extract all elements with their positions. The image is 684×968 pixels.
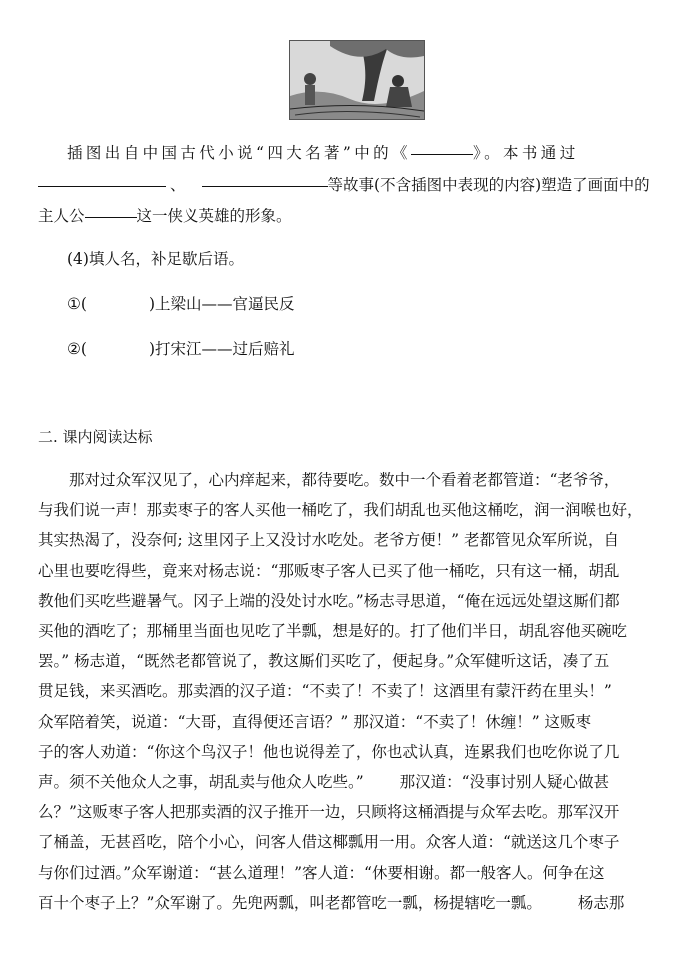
q4-prompt: (4)填人名，补足歇后语。	[67, 250, 244, 268]
reading-passage	[38, 465, 650, 918]
q4-item-1-open: ①(	[67, 295, 87, 313]
story-blank-2	[202, 185, 328, 187]
section-heading: 二. 课内阅读达标	[38, 428, 153, 446]
intro-text-b: 》。本书通过	[472, 144, 579, 162]
passage-line: 子的客人劝道：“你这个鸟汉子！他也说得差了，你也忒认真，连累我们也吃你说了几	[38, 742, 620, 761]
q4-item-2-rest: )打宋江——过后赔礼	[148, 340, 295, 358]
passage-line: 百十个枣子上？”众军谢了。先兜两瓢，叫老都管吃一瓢，杨提辖吃一瓢。 杨志那	[38, 893, 625, 912]
intro-separator: 、	[170, 176, 186, 194]
hero-name-blank	[85, 216, 137, 218]
passage-line: 其实热渴了，没奈何; 这里冈子上又没讨水吃处。老爷方便！” 老都管见众军所说，自	[38, 531, 620, 550]
passage-line: 么？”这贩枣子客人把那卖酒的汉子推开一边，只顾将这桶酒提与众军去吃。那军汉开	[38, 803, 620, 822]
illustration-drawing	[290, 41, 424, 119]
passage-line: 罢。” 杨志道，“既然老都管说了，教这厮们买吃了，便起身。”众军健听这话，凑了五	[38, 652, 610, 671]
story-blank-1	[38, 185, 166, 187]
q4-item-1-rest: )上梁山——官逼民反	[148, 295, 295, 313]
passage-line: 与你们过酒。”众军谢道：“甚么道理！”客人道：“休要相谢。都一般客人。何争在这	[38, 863, 605, 882]
passage-line: 心里也要吃得些，竟来对杨志说：“那贩枣子客人已买了他一桶吃，只有这一桶，胡乱	[38, 561, 620, 580]
book-title-blank	[411, 153, 473, 155]
q4-item-2	[67, 337, 295, 359]
intro-text-e: 这一侠义英雄的形象。	[136, 207, 292, 225]
illustration-image	[289, 40, 425, 120]
passage-line: 众军陪着笑，说道：“大哥，直得便还言语？” 那汉道：“不卖了！休缠！” 这贩枣	[38, 712, 592, 731]
intro-line-2	[38, 173, 650, 195]
passage-line: 贯足钱，来买酒吃。那卖酒的汉子道：“不卖了！不卖了！这酒里有蒙汗药在里头！”	[38, 682, 612, 701]
q4-item-1	[67, 292, 295, 314]
intro-line-1	[67, 141, 579, 163]
intro-text-a: 插图出自中国古代小说“四大名著”中的《	[67, 144, 411, 162]
passage-line: 那对过众军汉见了，心内痒起来，都待要吃。数中一个看着老都管道：“老爷爷，	[38, 471, 620, 489]
passage-line: 了桶盖，无甚舀吃，陪个小心，问客人借这椰瓢用一用。众客人道：“就送这几个枣子	[38, 833, 620, 852]
intro-text-d: 主人公	[38, 207, 85, 225]
passage-line: 买他的酒吃了；那桶里当面也见吃了半瓢，想是好的。打了他们半日，胡乱容他买碗吃	[38, 622, 628, 641]
q4-item-2-open: ②(	[67, 340, 87, 358]
passage-line: 声。须不关他众人之事，胡乱卖与他众人吃些。” 那汉道：“没事讨别人疑心做甚	[38, 773, 610, 792]
intro-text-c: 等故事(不含插图中表现的内容)塑造了画面中的	[327, 176, 650, 194]
passage-line: 教他们买吃些避暑气。冈子上端的没处讨水吃。”杨志寻思道，“俺在远远处望这厮们都	[38, 591, 620, 610]
intro-line-3	[38, 204, 292, 226]
passage-line: 与我们说一声！那卖枣子的客人买他一桶吃了，我们胡乱也买他这桶吃，润一润喉也好，	[38, 501, 643, 520]
